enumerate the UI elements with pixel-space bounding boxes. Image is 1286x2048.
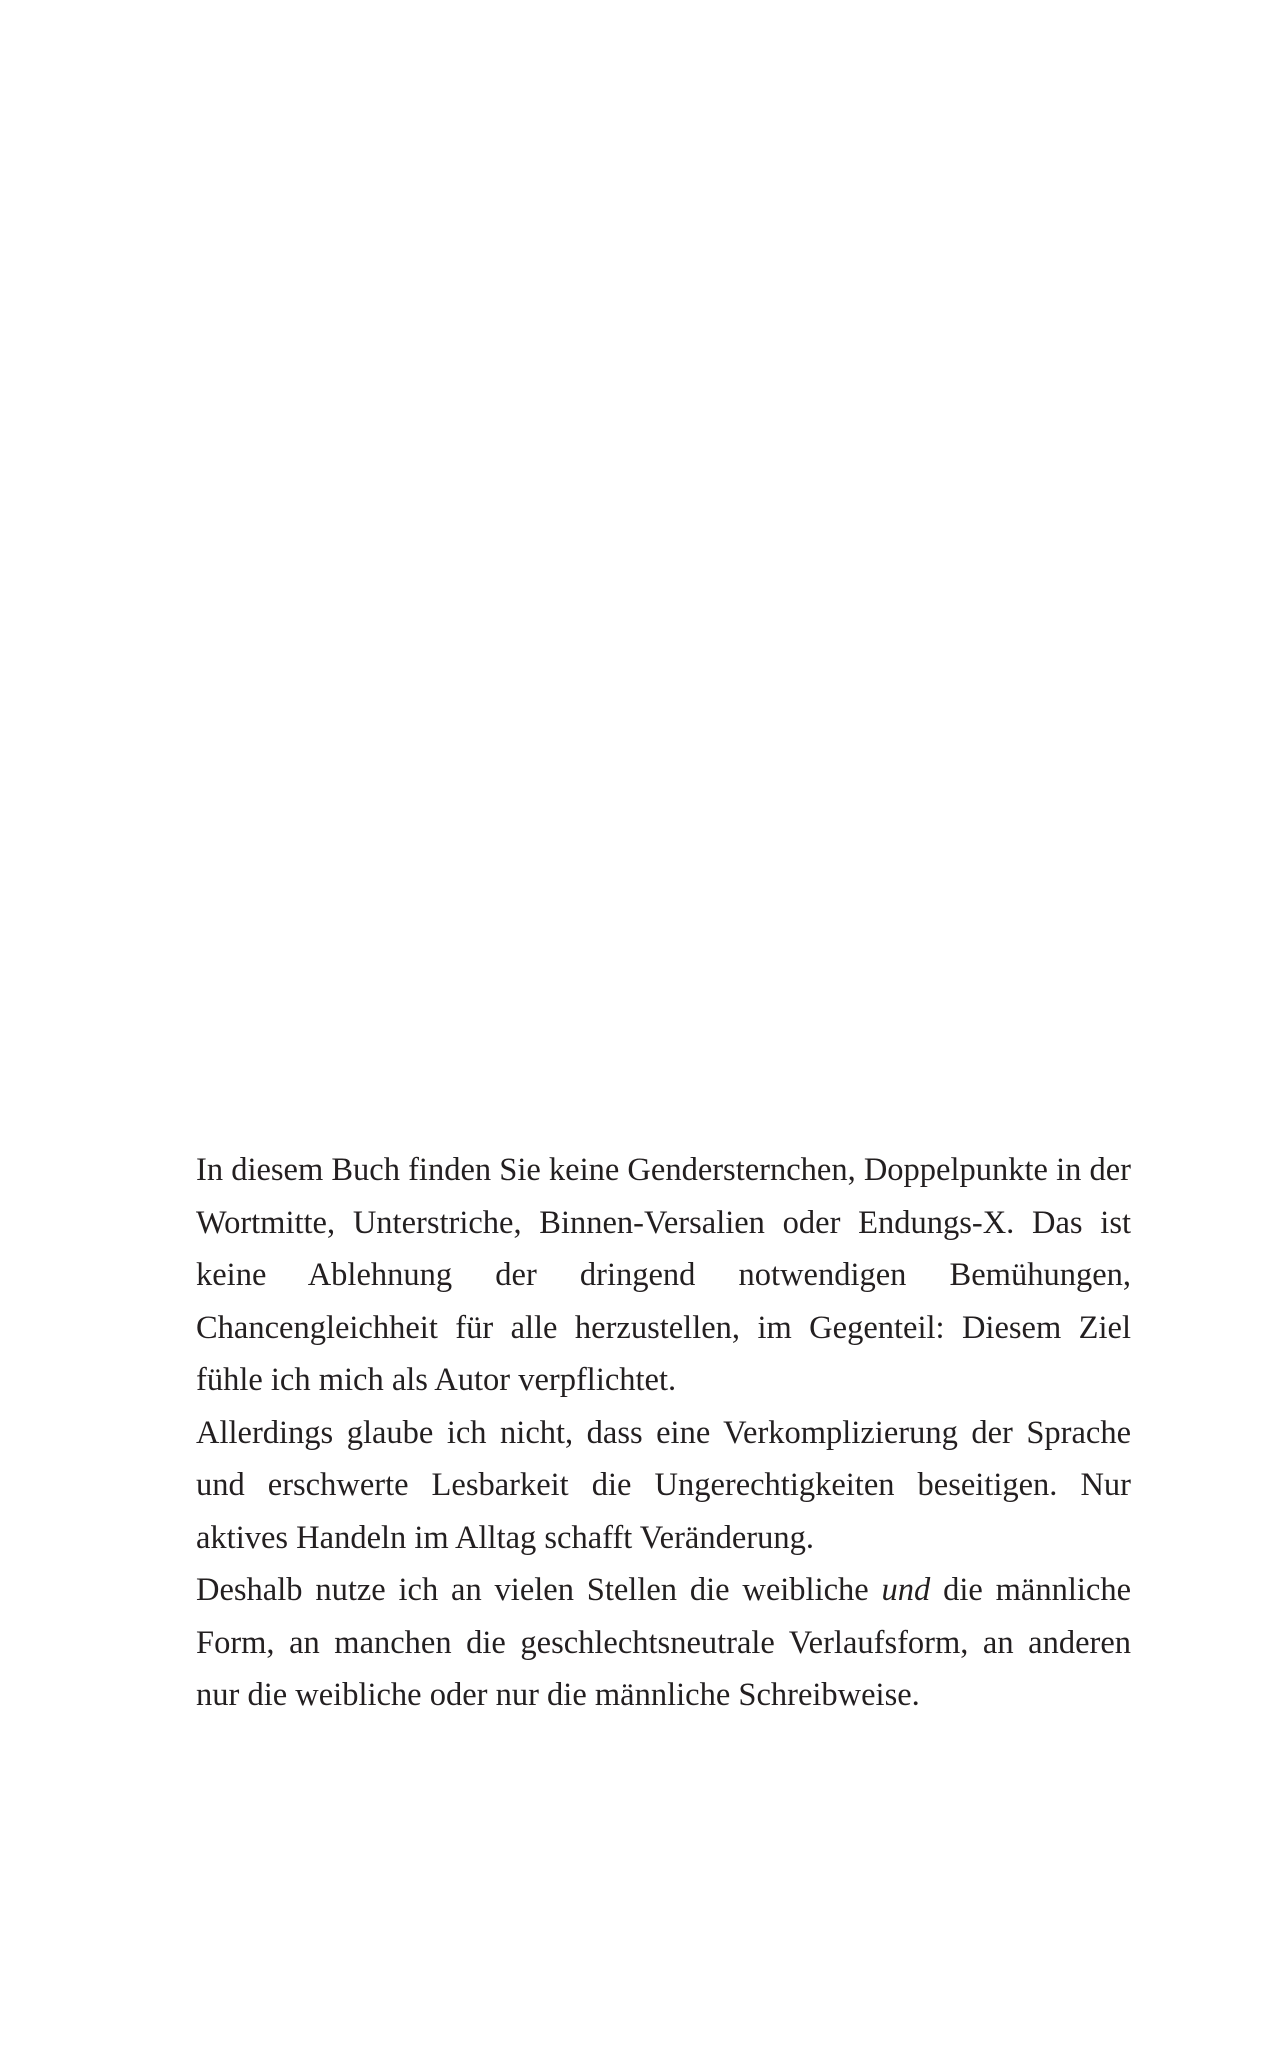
paragraph-3-end: die männliche Form, an manchen die geschlechtsneutrale Verlaufsform, an anderen nur die weibliche oder nur die männliche Schreibweise. bbox=[196, 1572, 1131, 1713]
paragraph-1: In diesem Buch finden Sie keine Gendersternchen, Doppelpunkte in der Wortmitte, Unterstriche, Binnen-Versalien oder Endungs-X. Das ist keine Ablehnung der dringend notwendigen Bemühungen, Chancengleichheit für alle herzustellen, im Gegenteil: Diesem Ziel fühle ich mich als Autor verpflichtet. bbox=[196, 1152, 1131, 1398]
paragraph-3-emphasis: und bbox=[881, 1572, 931, 1608]
paragraph-2: Allerdings glaube ich nicht, dass eine Verkomplizierung der Sprache und erschwerte Lesbarkeit die Ungerechtigkeiten beseitigen. Nur aktives Handeln im Alltag schafft Veränderung. bbox=[196, 1414, 1131, 1556]
gender-language-note bbox=[196, 1144, 1131, 1722]
paragraph-3-start: Deshalb nutze ich an vielen Stellen die weibliche bbox=[196, 1572, 882, 1608]
paragraph-3 bbox=[196, 1564, 1131, 1722]
